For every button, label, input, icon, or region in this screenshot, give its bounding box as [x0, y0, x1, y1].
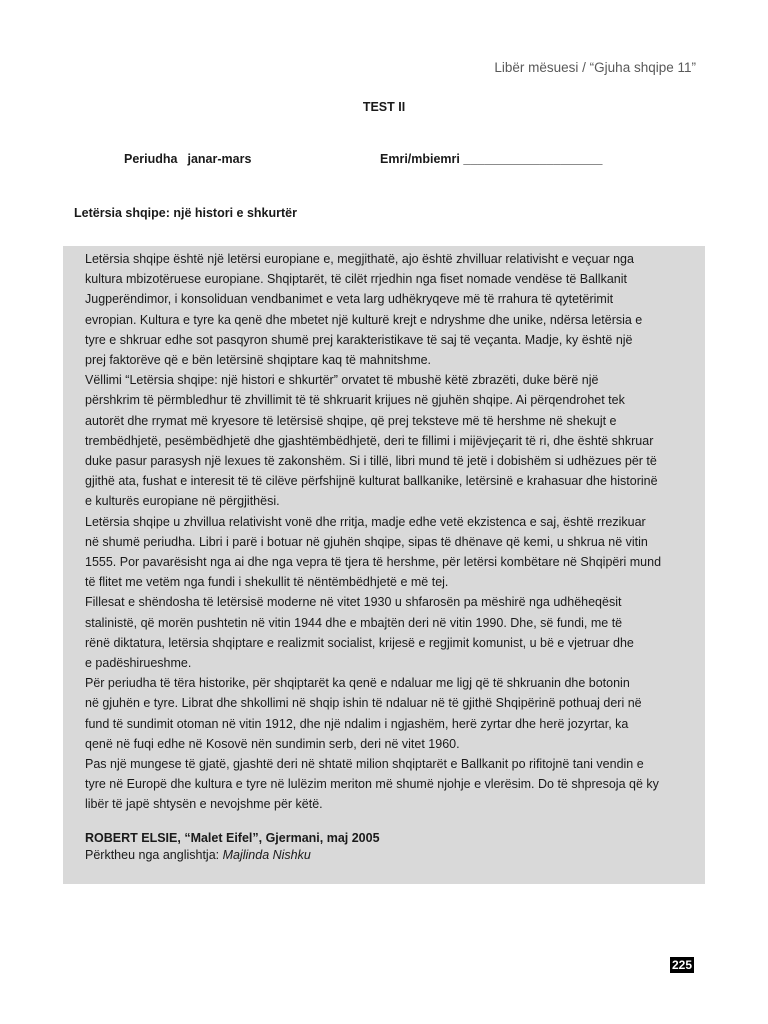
name-label: Emri/mbiemri [380, 152, 460, 166]
author-credit: ROBERT ELSIE, “Malet Eifel”, Gjermani, maj 2005 [85, 830, 380, 845]
name-field [380, 152, 602, 166]
translator-name: Majlinda Nishku [222, 847, 311, 862]
name-blank-line: ____________________ [463, 152, 603, 166]
period-label: Periudha [124, 152, 178, 166]
passage-credit [85, 830, 685, 864]
period-field [124, 152, 251, 166]
page-number: 225 [672, 958, 693, 972]
translation-credit [85, 847, 685, 864]
test-title: TEST II [362, 100, 406, 114]
section-title: Letërsia shqipe: një histori e shkurtër [74, 206, 297, 220]
book-header: Libër mësuesi / “Gjuha shqipe 11” [494, 60, 696, 75]
translation-label: Përktheu nga anglishtja: [85, 847, 223, 862]
reading-passage-box [63, 246, 705, 884]
period-value: janar-mars [187, 152, 252, 166]
passage-body: Letërsia shqipe është një letërsi europiane e, megjithatë, ajo është zhvilluar relativisht e veçuar nga kultura mbizotëruese europiane. Shqiptarët, të cilët rrjedhin nga fiset nomade vendëse të Ballkanit Jugperëndimor, i konsoliduan vendbanimet e veta larg udhëkryqeve më të rrahura të qytetërimit evropian. Kultura e tyre ka qenë dhe mbetet një kulturë krejt e ndryshme dhe unike, ndërsa letërsia e tyre e shkruar edhe sot pasqyron shumë prej karakteristikave të saj të veçanta. Madje, ky është një prej faktorëve që e bën letërsinë shqiptare kaq të mahnitshme. Vëllimi “Letërsia shqipe: një histori e shkurtër” orvatet të mbushë këtë zbrazëti, duke bërë një përshkrim të përmbledhur të zhvillimit të të shkruarit krijues në gjuhën shqipe. Ai përqendrohet tek autorët dhe rrymat më kryesore të letërsisë shqipe, që prej teksteve më të hershme në shekujt e trembëdhjetë, pesëmbëdhjetë dhe gjashtëmbëdhjetë, deri te fillimi i mijëvjeçarit të ri, dhe është shkruar duke pasur parasysh një lexues të zakonshëm. Si i tillë, libri mund të jetë i dobishëm si udhëzues për të gjithë ata, fushat e interesit të të cilëve përfshijnë kulturat ballkanike, letërsinë e krahasuar dhe historinë e kulturës europiane në përgjithësi. Letërsia shqipe u zhvillua relativisht vonë dhe rritja, madje edhe vetë ekzistenca e saj, është rrezikuar në shumë periudha. Libri i parë i botuar në gjuhën shqipe, sipas të dhënave që kemi, u shkrua në vitin 1555. Por pavarësisht nga ai dhe nga vepra të tjera të hershme, për letërsi kombëtare në Shqipëri mund të flitet me vetëm nga fundi i shekullit të nëntëmbëdhjetë e më tej. Fillesat e shëndosha të letërsisë moderne në vitet 1930 u shfarosën pa mëshirë nga udhëheqësit stalinistë, që morën pushtetin në vitin 1944 dhe e mbajtën deri në vitin 1990. Dhe, së fundi, me të rënë diktatura, letërsia shqiptare e realizmit socialist, krijesë e regjimit komunist, u bë e vjetruar dhe e padëshirueshme. Për periudha të tëra historike, për shqiptarët ka qenë e ndaluar me ligj që të shkruanin dhe botonin në gjuhën e tyre. Librat dhe shkollimi në shqip ishin të ndaluar në të gjithë Shqipërinë pothuaj deri në fund të sundimit otoman në vitin 1912, dhe një ndalim i ngjashëm, herë zyrtar dhe herë jozyrtar, ka qenë në fuqi edhe në Kosovë nën sundimin serb, deri në vitet 1960. Pas një mungese të gjatë, gjashtë deri në shtatë milion shqiptarët e Ballkanit po rifitojnë tani vendin e tyre në Europë dhe kultura e tyre në lulëzim meriton më shumë njohje e vlerësim. Do të shpresoja që ky libër të japë shtysën e nevojshme për këtë. [85, 252, 662, 812]
